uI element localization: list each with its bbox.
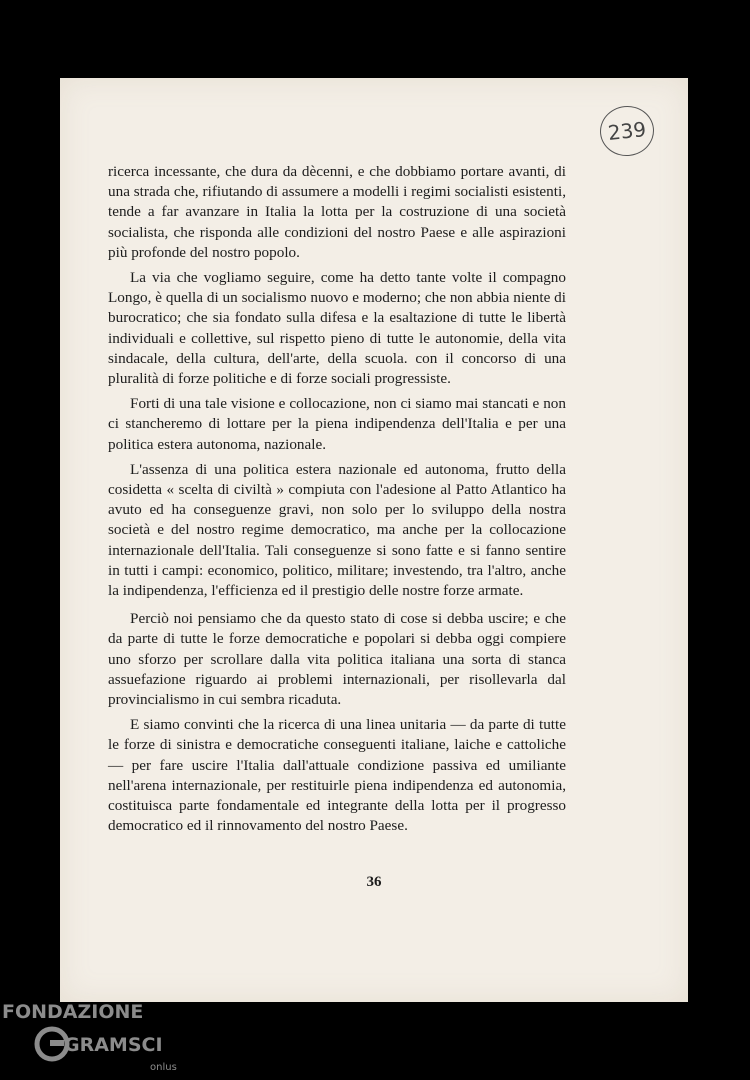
fondazione-gramsci-logo xyxy=(0,996,200,1080)
logo-line-1: FONDAZIONE xyxy=(2,1001,144,1023)
logo-graphic xyxy=(0,996,200,1080)
paragraph-2: La via che vogliamo seguire, come ha detto tante volte il compagno Longo, è quella di un socialismo nuovo e moderno; che non abbia niente di burocratico; che sia fondato sulla difesa e la esaltazione di tutte le libertà individuali e collettive, sul rispetto pieno di tutte le autonomie, della vita sindacale, della cultura, dell'arte, della scuola. con il concorso di una pluralità di forze politiche e di forze sociali progressiste. xyxy=(108,269,566,388)
body-text xyxy=(108,162,566,842)
logo-line-3: onlus xyxy=(150,1062,177,1073)
paragraph-5: Perciò noi pensiamo che da questo stato di cose si debba uscire; e che da parte di tutte le forze democratiche e popolari si debba oggi compiere uno sforzo per scrollare dalla vita politica italiana una sorta di stanca assuefazione riguardo ai problemi internazionali, per risollevarla dal provincialismo in cui sembra ricaduta. xyxy=(108,610,566,709)
logo-line-2: GRAMSCI xyxy=(64,1034,163,1056)
paragraph-4: L'assenza di una politica estera nazionale ed autonoma, frutto della cosidetta « scelta di civiltà » compiuta con l'adesione al Patto Atlantico ha avuto ed ha conseguenze gravi, non solo per lo sviluppo della nostra società e del nostro regime democratico, ma anche per la collocazione internazionale dell'Italia. Tali conseguenze si sono fatte e si fanno sentire in tutti i campi: economico, politico, militare; investendo, tra l'altro, anche la indipendenza, l'efficienza ed il prestigio delle nostre forze armate. xyxy=(108,460,566,600)
document-page xyxy=(60,78,688,1002)
paragraph-1: ricerca incessante, che dura da dècenni, e che dobbiamo portare avanti, di una strada che, rifiutando di assumere a modelli i regimi socialisti esistenti, tende a far avanzare in Italia la lotta per la costruzione di una società socialista, che risponda alle condizioni del nostro Paese e alle aspirazioni più profonde del nostro popolo. xyxy=(108,163,566,261)
page-number: 36 xyxy=(366,874,382,890)
paragraph-3: Forti di una tale visione e collocazione, non ci siamo mai stancati e non ci stancheremo di lottare per la piena indipendenza dell'Italia e per una politica estera autonoma, nazionale. xyxy=(108,395,566,453)
logo-g-bar-icon xyxy=(50,1040,64,1046)
paragraph-6: E siamo convinti che la ricerca di una linea unitaria — da parte di tutte le forze di sinistra e democratiche conseguenti italiane, laiche e cattoliche — per fare uscire l'Italia dall'attuale condizione passiva ed umiliante nell'arena internazionale, per restituirle piena indipendenza ed autonomia, costituisca parte fondamentale ed integrante della lotta per il progresso democratico ed il rinnovamento del nostro Paese. xyxy=(108,716,566,835)
archive-stamp: 239 xyxy=(598,103,657,158)
